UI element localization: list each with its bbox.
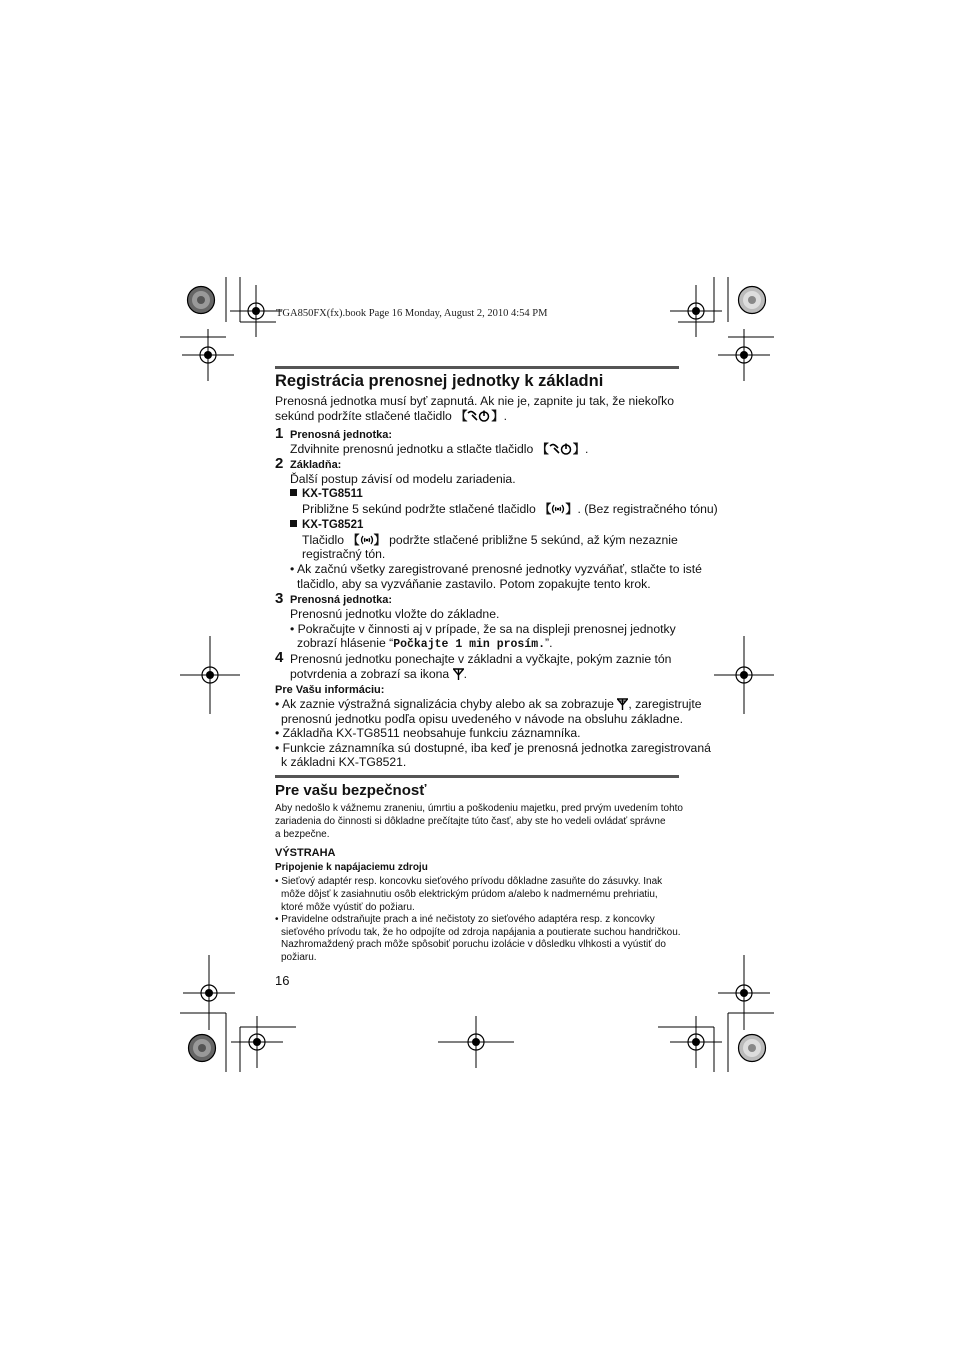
section-rule: [275, 775, 679, 778]
star-target-icon: [189, 1035, 216, 1062]
bullet-text: • Pokračujte v činnosti aj v prípade, že sa na displeji prenosnej jednotky: [290, 622, 676, 636]
section-title: Registrácia prenosnej jednotky k základni: [275, 372, 604, 390]
safety-intro: a bezpečne.: [275, 829, 330, 840]
bullet-text: • Ak začnú všetky zaregistrované prenosné jednotky vyzváňať, stlačte to isté: [290, 562, 702, 576]
safety-intro: Aby nedošlo k vážnemu zraneniu, úmrtiu a poškodeniu majetku, pred prvým uvedením tohto: [275, 803, 683, 814]
safety-bullet: môže dôjsť k zasiahnutiu osôb elektrickým prúdom a/alebo k nadmernému prehriatiu,: [281, 889, 658, 900]
step-text: Ďalší postup závisí od modelu zariadenia.: [290, 472, 516, 486]
info-text: • Funkcie záznamníka sú dostupné, iba keď je prenosná jednotka zaregistrovaná: [275, 741, 711, 755]
bullet-text: zobrazí hlásenie “Počkajte 1 min prosím.”.: [297, 636, 553, 651]
info-text: k základni KX-TG8521.: [281, 755, 407, 769]
info-text: prenosnú jednotku podľa opisu uvedeného v návode na obsluhu základne.: [281, 712, 683, 726]
step-label: Prenosná jednotka:: [290, 429, 393, 441]
model-heading: KX-TG8521: [290, 518, 363, 533]
safety-bullet: • Pravidelne odstraňujte prach a iné nečistoty zo sieťového adaptéra resp. z koncovky: [275, 914, 655, 925]
locator-key-icon: 【 】: [539, 502, 578, 516]
registration-mark-icon: [231, 1016, 283, 1068]
off-power-key-icon: 【 】: [455, 409, 504, 423]
info-text: • Ak zaznie výstražná signalizácia chyby alebo ak sa zobrazuje , zaregistrujte: [275, 697, 702, 711]
step-number: 1: [275, 425, 284, 442]
warning-heading: VÝSTRAHA: [275, 847, 336, 859]
step-text: Prenosnú jednotku vložte do základne.: [290, 607, 500, 621]
info-text: • Základňa KX-TG8511 neobsahuje funkciu záznamníka.: [275, 726, 581, 740]
star-target-icon: [739, 287, 766, 314]
step-text: Prenosnú jednotku ponechajte v základni a vyčkajte, pokým zaznie tón: [290, 652, 672, 666]
book-file-header: TGA850FX(fx).book Page 16 Monday, August 2, 2010 4:54 PM: [276, 308, 548, 319]
section-rule: [275, 366, 679, 369]
step-text: Zdvihnite prenosnú jednotku a stlačte tlačidlo 【 】.: [290, 442, 589, 456]
model-text: Približne 5 sekúnd podržte stlačené tlačidlo 【 】. (Bez registračného tónu): [302, 502, 718, 516]
intro-line: Prenosná jednotka musí byť zapnutá. Ak nie je, zapnite ju tak, že niekoľko: [275, 394, 675, 408]
safety-intro: zariadenia do činnosti si dôkladne prečítajte túto časť, aby ste ho vedeli ovládať správne: [275, 816, 666, 827]
step-label: Prenosná jednotka:: [290, 594, 393, 606]
bullet-text: tlačidlo, aby sa vyzváňanie zastavilo. Potom zopakujte tento krok.: [297, 577, 651, 591]
step-label: Základňa:: [290, 459, 342, 471]
locator-key-icon: 【 】: [347, 533, 386, 547]
step-text: potvrdenia a zobrazí sa ikona .: [290, 667, 467, 681]
off-power-key-icon: 【 】: [536, 442, 585, 456]
safety-bullet: požiaru.: [281, 952, 317, 963]
safety-bullet: ktoré môže vyústiť do požiaru.: [281, 902, 415, 913]
display-message: Počkajte 1 min prosím.: [393, 638, 546, 651]
step-number: 2: [275, 455, 284, 472]
model-text: registračný tón.: [302, 547, 386, 561]
antenna-error-icon: [617, 698, 628, 710]
intro-line: sekúnd podržíte stlačené tlačidlo 【 】.: [275, 409, 507, 423]
page-number: 16: [275, 973, 290, 988]
step-number: 3: [275, 590, 284, 607]
model-text: Tlačidlo 【 】 podržte stlačené približne 5 sekúnd, až kým nezaznie: [302, 533, 678, 547]
step-number: 4: [275, 649, 284, 666]
section-title: Pre vašu bezpečnosť: [275, 782, 427, 799]
subheading: Pripojenie k napájaciemu zdroju: [275, 862, 428, 873]
model-heading: KX-TG8511: [290, 487, 363, 502]
safety-bullet: Nazhromaždený prach môže spôsobiť poruchu izolácie v dôsledku vlhkosti a vyústiť do: [281, 939, 666, 950]
star-target-icon: [739, 1035, 766, 1062]
info-title: Pre Vašu informáciu:: [275, 684, 385, 696]
registration-mark-icon: [230, 285, 282, 337]
antenna-icon: [453, 668, 464, 680]
star-target-icon: [188, 287, 215, 314]
safety-bullet: sieťového prívodu tak, že ho odpojíte od zdroja napájania a poutierate suchou handričkou.: [281, 927, 681, 938]
safety-bullet: • Sieťový adaptér resp. koncovku sieťového prívodu dôkladne zasuňte do zásuvky. Inak: [275, 876, 663, 887]
